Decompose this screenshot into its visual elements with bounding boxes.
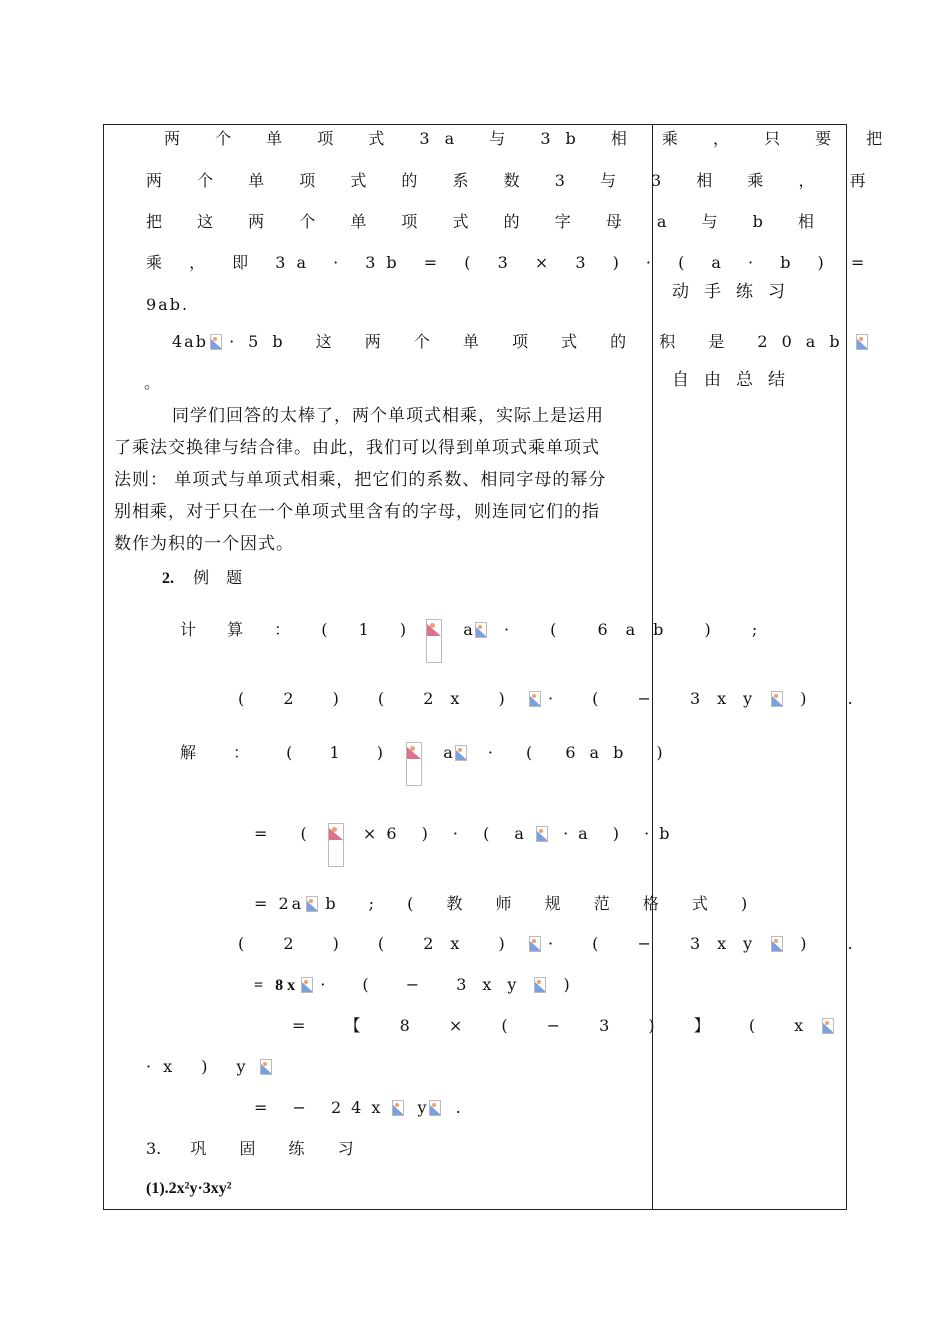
- sol-part-c: · ( 6ab ): [487, 743, 677, 762]
- step2-part-a: = 2a: [254, 894, 305, 913]
- missing-image-icon: [475, 622, 487, 638]
- example-number: 2.: [162, 570, 174, 587]
- fraction-image-icon: [406, 742, 422, 786]
- step7-part-c: .: [455, 1098, 461, 1117]
- calc2-part-b: · ( − 3xy: [547, 689, 770, 708]
- para2-line1: [172, 332, 870, 352]
- para1-line4: 乘 ， 即 3a · 3b = ( 3 × 3 ) · ( a · b ) =: [146, 253, 876, 272]
- missing-image-icon: [306, 896, 318, 912]
- step-line2: [254, 894, 761, 914]
- para3-line3: 法则： 单项式与单项式相乘，把它们的系数、相同字母的幂分: [114, 470, 607, 490]
- step-line3: [238, 934, 871, 954]
- para2-part-a: 4ab: [172, 332, 208, 351]
- calc2-part-c: ) .: [800, 689, 871, 708]
- step1-part-a: = (: [254, 824, 321, 843]
- practice-title: 巩 固 练 习: [190, 1139, 368, 1158]
- missing-image-icon: [210, 334, 222, 350]
- para1-line2: 两 个 单 项 式 的 系 数 3 与 3 相 乘 ， 再: [146, 171, 881, 190]
- side-label-summary: 自由总结: [672, 370, 800, 390]
- missing-image-icon: [771, 691, 783, 707]
- para3-line1: 同学们回答的太棒了，两个单项式相乘，实际上是运用: [172, 406, 604, 426]
- fraction-image-icon: [426, 619, 442, 663]
- para3-line2: 了乘法交换律与结合律。由此，我们可以得到单项式乘单项式: [114, 438, 600, 458]
- step6-text: ·x ) y: [146, 1057, 258, 1076]
- column-divider: [652, 125, 653, 1209]
- missing-image-icon: [392, 1100, 404, 1116]
- calc1-part-a: 计 算 ： ( 1 ): [180, 620, 420, 639]
- calc-line2: [238, 689, 871, 709]
- missing-image-icon: [301, 977, 313, 993]
- missing-image-icon: [536, 826, 548, 842]
- step1-part-c: ·a ) ·b: [563, 824, 680, 843]
- example-heading: [162, 568, 248, 589]
- missing-image-icon: [534, 977, 546, 993]
- side-label-practice: 动手练习: [672, 282, 800, 302]
- para2-part-b: ·5b 这 两 个 单 项 式 的 积 是 20ab: [229, 332, 854, 351]
- missing-image-icon: [529, 936, 541, 952]
- step-line7: [254, 1098, 461, 1118]
- step-line6: [146, 1057, 274, 1077]
- step3-part-a: ( 2 ) ( 2x ): [238, 934, 522, 953]
- missing-image-icon: [429, 1100, 441, 1116]
- sol-part-a: 解 ： ( 1 ): [180, 743, 400, 762]
- step7-part-a: = − 24x: [254, 1098, 391, 1117]
- calc2-part-a: ( 2 ) ( 2x ): [238, 689, 522, 708]
- sol-part-b: a: [443, 743, 453, 762]
- missing-image-icon: [260, 1059, 272, 1075]
- calc-line1: [180, 619, 775, 663]
- para1-line1: 两 个 单 项 式 3a 与 3b 相 乘 ， 只 要 把: [164, 129, 898, 148]
- practice-item: (1).2x²y·3xy²: [146, 1180, 232, 1197]
- example-title: 例 题: [193, 568, 249, 587]
- missing-image-icon: [771, 936, 783, 952]
- missing-image-icon: [455, 745, 467, 761]
- step3-part-c: ) .: [800, 934, 871, 953]
- step4-part-b: · ( − 3xy: [320, 975, 533, 994]
- missing-image-icon: [856, 334, 868, 350]
- step2-part-b: b ; ( 教 师 规 范 格 式 ): [325, 894, 762, 913]
- solution-line1: [180, 742, 677, 786]
- missing-image-icon: [529, 691, 541, 707]
- para1-line3: 把 这 两 个 单 项 式 的 字 母 a 与 b 相: [146, 212, 829, 231]
- para3-line5: 数作为积的一个因式。: [114, 534, 294, 554]
- practice-number: 3.: [146, 1139, 162, 1158]
- calc1-part-c: · ( 6ab ) ;: [503, 620, 776, 639]
- para1-line5: 9ab.: [146, 295, 190, 314]
- step-line1: [254, 823, 679, 867]
- fraction-image-icon: [328, 823, 344, 867]
- missing-image-icon: [822, 1018, 834, 1034]
- para2-end: 。: [144, 373, 161, 392]
- step-line5: [292, 1016, 836, 1036]
- practice-heading: [146, 1139, 368, 1159]
- step4-part-a: = 8x: [254, 977, 300, 994]
- calc1-part-b: a: [463, 620, 473, 639]
- step7-part-b: y: [417, 1098, 427, 1117]
- step1-part-b: ×6 ) · ( a: [362, 824, 534, 843]
- step3-part-b: · ( − 3xy: [547, 934, 770, 953]
- step5-text: = 【 8 × ( − 3 ) 】 ( x: [292, 1016, 821, 1035]
- para3-line4: 别相乘，对于只在一个单项式里含有的字母，则连同它们的指: [114, 502, 600, 522]
- step-line4: [254, 975, 570, 996]
- step4-part-c: ): [563, 975, 570, 994]
- lesson-table: [103, 124, 898, 1210]
